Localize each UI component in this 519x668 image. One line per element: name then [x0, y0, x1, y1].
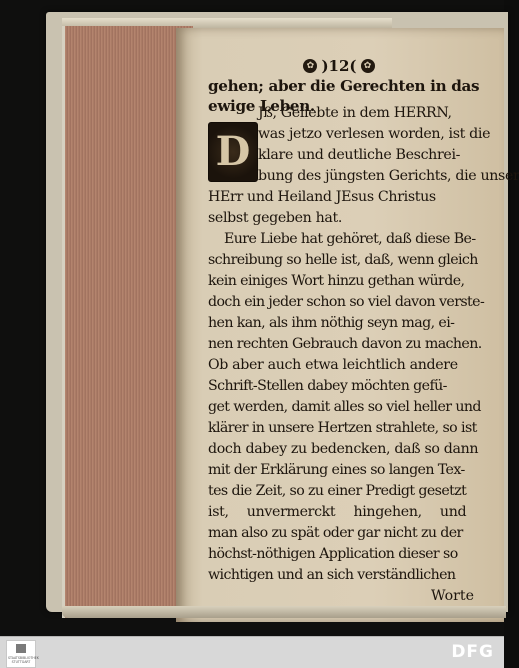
- text-line: wichtigen und an sich verständlichen: [208, 567, 456, 583]
- text-line: höchst-nöthigen Application dieser so: [208, 546, 458, 562]
- text-line: nen rechten Gebrauch davon zu machen.: [208, 336, 482, 352]
- text-line: bung des jüngsten Gerichts, die unser: [258, 168, 519, 184]
- text-line: Eure Liebe hat gehöret, daß diese Be-: [224, 231, 476, 247]
- dfg-logo[interactable]: DFG: [451, 642, 494, 662]
- ornament-right-icon: ✿: [361, 59, 375, 73]
- book-bottom-edge: [62, 606, 506, 618]
- page-number: )12(: [321, 57, 357, 75]
- text-line: tes die Zeit, so zu einer Predigt gesetzt: [208, 483, 467, 499]
- library-logo[interactable]: [6, 640, 39, 668]
- text-line: doch ein jeder schon so viel davon verste-: [208, 294, 485, 310]
- text-line: mit der Erklärung eines so langen Tex-: [208, 462, 465, 478]
- text-line: ist, unvermerckt hingehen, und: [208, 504, 467, 520]
- ornament-left-icon: ✿: [303, 59, 317, 73]
- viewer-footer: [0, 636, 504, 668]
- text-line: klare und deutliche Beschrei-: [258, 147, 461, 163]
- library-mark-icon: [16, 644, 26, 653]
- text-line: doch dabey zu bedencken, daß so dann: [208, 441, 479, 457]
- text-line: hen kan, als ihm nöthig seyn mag, ei-: [208, 315, 455, 331]
- text-line: schreibung so helle ist, daß, wenn gleich: [208, 252, 478, 268]
- text-line: kein einiges Wort hinzu gethan würde,: [208, 273, 465, 289]
- page-header: [294, 55, 384, 77]
- text-line: Jß, Geliebte in dem HERRN,: [258, 105, 452, 121]
- drop-cap: D: [208, 122, 258, 182]
- text-line: gehen; aber die Gerechten in das: [208, 77, 480, 95]
- text-line: Schrift-Stellen dabey möchten gefü-: [208, 378, 447, 394]
- catchword: Worte: [430, 588, 474, 604]
- text-line: Ob aber auch etwa leichtlich andere: [208, 357, 458, 373]
- text-line: was jetzo verlesen worden, ist die: [258, 126, 491, 142]
- page-edges: [62, 26, 193, 618]
- library-logo-text: STAATSBIBLIOTHEK STUTTGART: [8, 656, 39, 664]
- text-line: selbst gegeben hat.: [208, 210, 343, 226]
- text-line: ewige Leben.: [208, 97, 315, 115]
- text-line: get werden, damit alles so viel heller und: [208, 399, 481, 415]
- text-line: klärer in unsere Hertzen strahlete, so ist: [208, 420, 477, 436]
- text-line: man also zu spät oder gar nicht zu der: [208, 525, 463, 541]
- text-line: HErr und Heiland JEsus Christus: [208, 189, 436, 205]
